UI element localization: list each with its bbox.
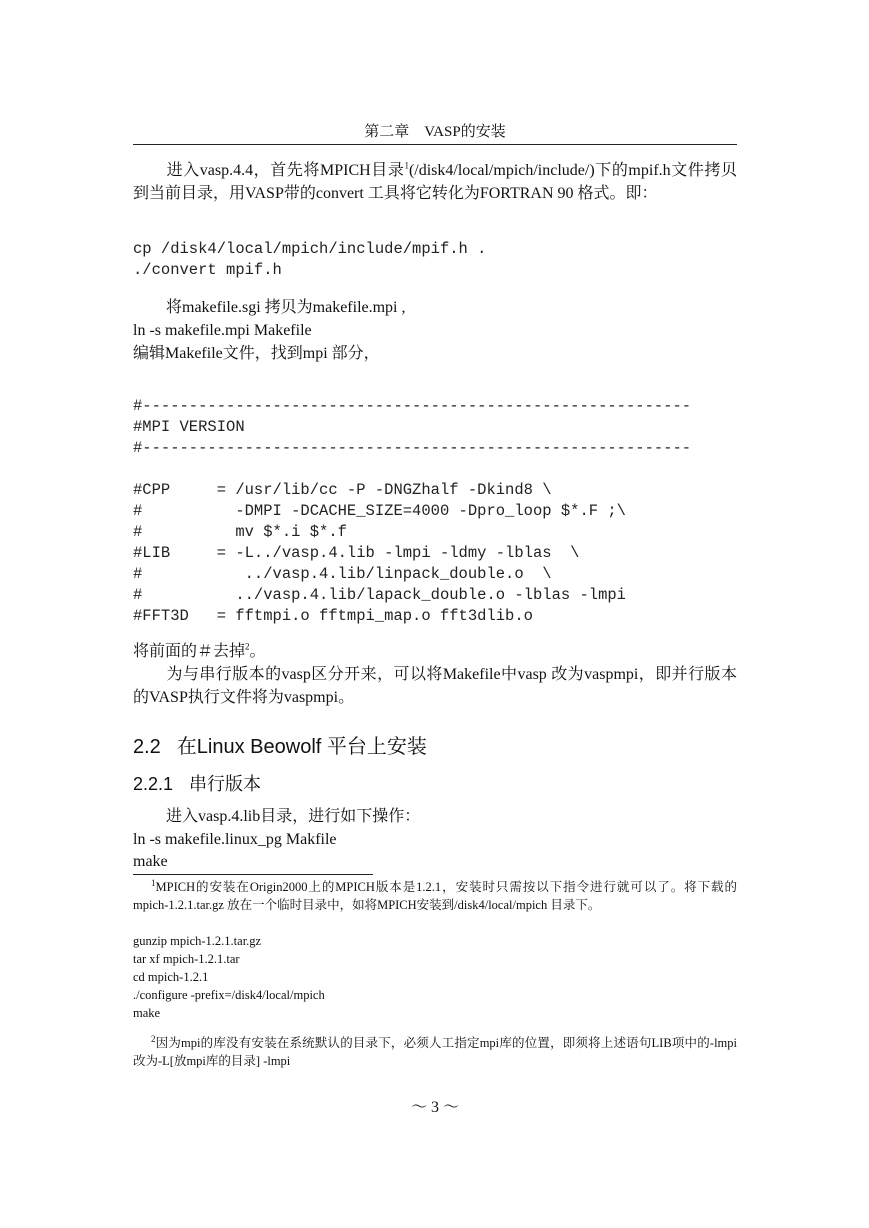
text-line: ln -s makefile.linux_pg Makfile xyxy=(133,831,337,848)
footnote-cmd: tar xf mpich-1.2.1.tar xyxy=(133,952,240,966)
text-line: 将makefile.sgi 拷贝为makefile.mpi , xyxy=(166,299,406,316)
intro-text-b: (/disk4/local/mpich/include/)下的mpif.h文件拷贝到当前目录，用VASP带的convert 工具将它转化为FORTRAN 90 格式。即： xyxy=(133,162,737,202)
section-number: 2.2 xyxy=(133,736,161,758)
text-line: 编辑Makefile文件，找到mpi 部分， xyxy=(133,345,380,362)
code-line: #MPI VERSION xyxy=(133,418,245,436)
code-line: #----------------------------------------------------------- xyxy=(133,439,692,457)
section-title: 在Linux Beowolf 平台上安装 xyxy=(176,736,427,758)
section-heading xyxy=(133,730,427,759)
text-line: 进入vasp.4.lib目录，进行如下操作： xyxy=(166,808,421,825)
subsection-heading xyxy=(133,770,261,796)
footnote-cmd: cd mpich-1.2.1 xyxy=(133,970,209,984)
footnote-ref-2: 2 xyxy=(245,641,250,652)
footnote-mark-2: 2 xyxy=(151,1033,156,1044)
subsection-number: 2.2.1 xyxy=(133,774,174,794)
text-line: make xyxy=(133,853,168,870)
code-line: # ../vasp.4.lib/lapack_double.o -lblas -lmpi xyxy=(133,586,626,604)
text-line: ln -s makefile.mpi Makefile xyxy=(133,322,312,339)
intro-text-a: 进入vasp.4.4，首先将MPICH目录 xyxy=(166,162,405,179)
code-line: # ../vasp.4.lib/linpack_double.o \ xyxy=(133,565,552,583)
rename-paragraph xyxy=(133,663,737,709)
code-line: cp /disk4/local/mpich/include/mpif.h . xyxy=(133,240,487,258)
footnote-cmd: ./configure -prefix=/disk4/local/mpich xyxy=(133,988,325,1002)
code-line: #CPP = /usr/lib/cc -P -DNGZhalf -Dkind8 \ xyxy=(133,481,552,499)
code-line: # -DMPI -DCACHE_SIZE=4000 -Dpro_loop $*.F ;\ xyxy=(133,502,626,520)
rename-text: 为与串行版本的vasp区分开来，可以将Makefile中vasp 改为vaspmpi，即并行版本的VASP执行文件将为vaspmpi。 xyxy=(133,666,737,706)
intro-paragraph xyxy=(133,159,737,205)
footnote-mark-1: 1 xyxy=(151,877,156,888)
footnote-cmd: gunzip mpich-1.2.1.tar.gz xyxy=(133,934,262,948)
header-rule xyxy=(133,144,737,145)
remove-hash-note xyxy=(133,640,737,663)
code-line: #FFT3D = fftmpi.o fftmpi_map.o fft3dlib.o xyxy=(133,607,533,625)
footnote-1 xyxy=(133,878,737,914)
subsection-title: 串行版本 xyxy=(189,774,262,794)
code-line: #----------------------------------------------------------- xyxy=(133,397,692,415)
footnote-ref-1: 1 xyxy=(404,160,409,171)
footnote-rule xyxy=(133,874,373,875)
page-number: ～ 3 ～ xyxy=(410,1099,459,1116)
note-end: 。 xyxy=(249,643,266,660)
footnote-cmd: make xyxy=(133,1006,161,1020)
code-line: # mv $*.i $*.f xyxy=(133,523,347,541)
footnote-1-text: MPICH的安装在Origin2000上的MPICH版本是1.2.1，安装时只需按以下指令进行就可以了。将下载的mpich-1.2.1.tar.gz 放在一个临时目录中，如将MPICH安装到/disk4/local/mpich 目录下。 xyxy=(133,880,737,912)
footnote-2 xyxy=(133,1034,737,1070)
running-header: 第二章 VASP的安装 xyxy=(364,124,506,140)
code-line: ./convert mpif.h xyxy=(133,261,282,279)
code-line: #LIB = -L../vasp.4.lib -lmpi -ldmy -lblas \ xyxy=(133,544,580,562)
note-text: 将前面的＃去掉 xyxy=(133,643,246,660)
footnote-2-text: 因为mpi的库没有安装在系统默认的目录下，必须人工指定mpi库的位置，即须将上述语句LIB项中的-lmpi 改为-L[放mpi库的目录] -lmpi xyxy=(133,1036,737,1068)
